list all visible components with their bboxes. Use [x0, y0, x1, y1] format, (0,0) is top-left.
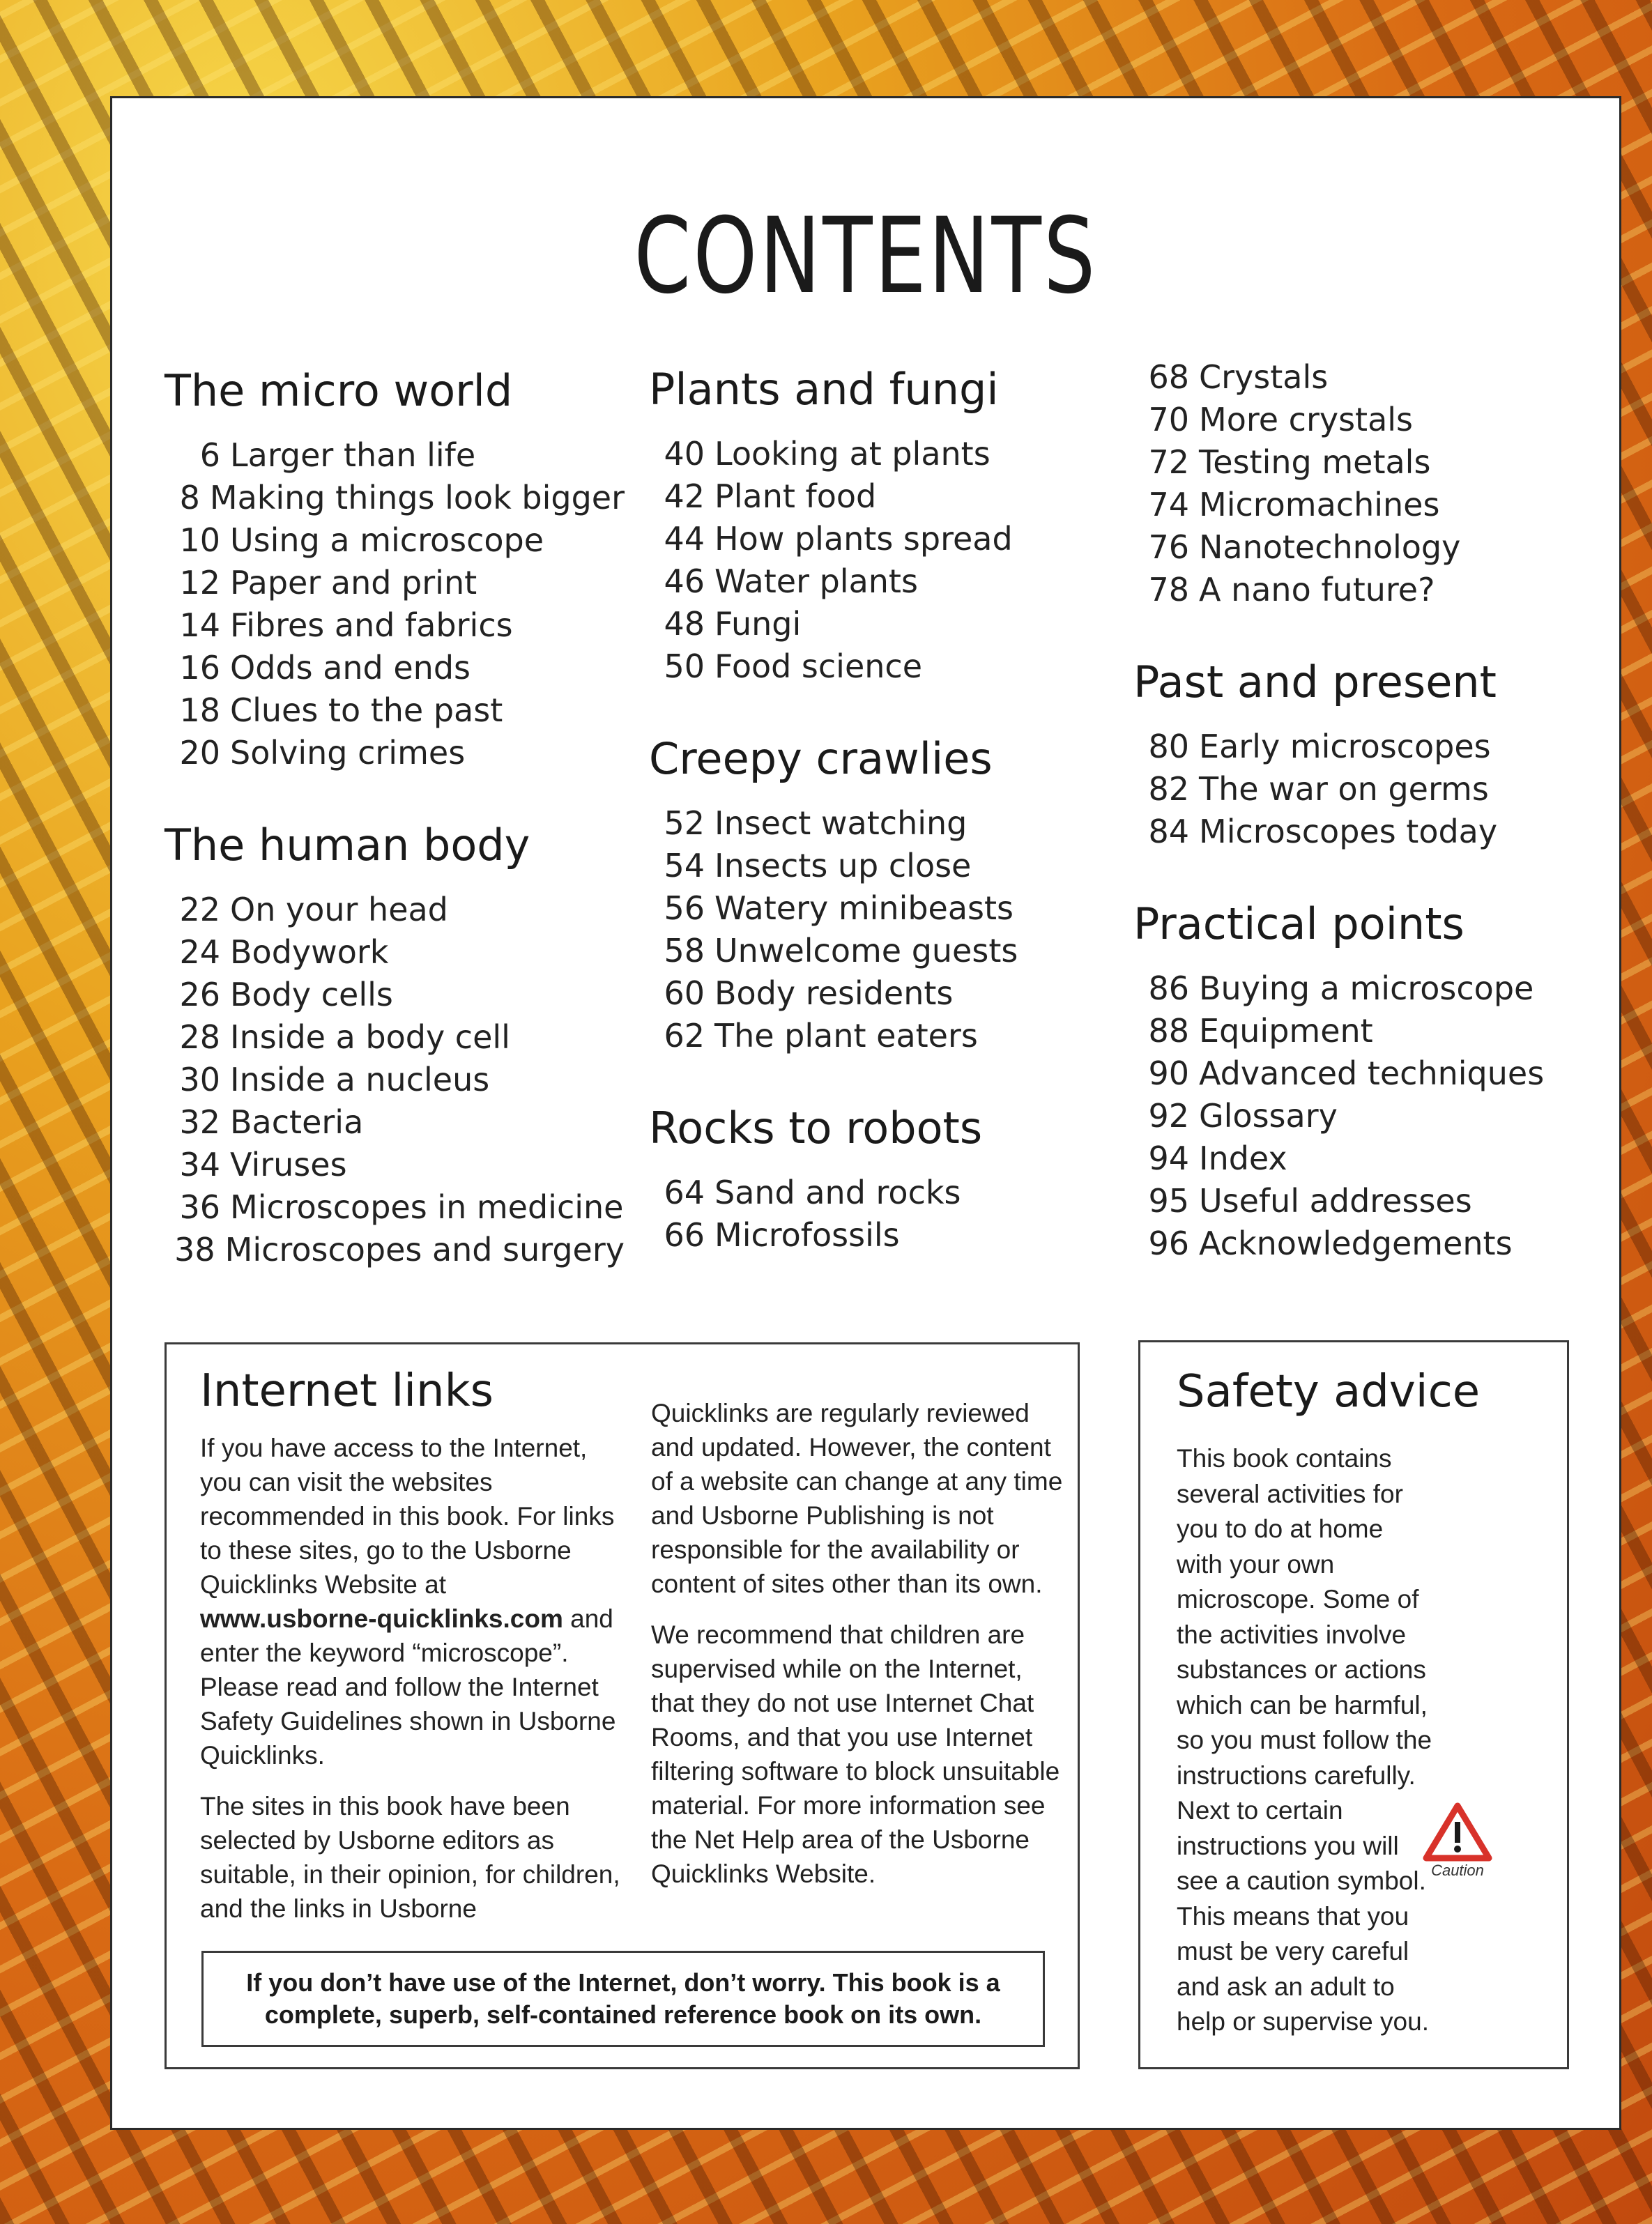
- contents-entry: [1133, 1222, 1593, 1265]
- entry-page-number: 28: [179, 1018, 220, 1056]
- entry-page-number: 36: [179, 1188, 220, 1226]
- entry-label: Advanced techniques: [1199, 1055, 1545, 1092]
- entry-label: Sand and rocks: [714, 1174, 961, 1211]
- entry-page-number: 22: [179, 891, 220, 928]
- entry-label: Bacteria: [230, 1103, 364, 1141]
- contents-entry: [165, 604, 625, 647]
- contents-entry: [1133, 441, 1593, 484]
- entry-page-number: 18: [179, 691, 220, 729]
- contents-entry: [165, 974, 625, 1016]
- entry-page-number: 62: [664, 1017, 705, 1055]
- entry-label: Looking at plants: [714, 435, 991, 473]
- contents-entry: [649, 1015, 1109, 1057]
- entry-label: Early microscopes: [1199, 728, 1491, 765]
- contents-entry: [1133, 726, 1593, 768]
- entry-page-number: 78: [1148, 571, 1189, 608]
- entry-page-number: 56: [664, 889, 705, 927]
- entry-page-number: 96: [1148, 1225, 1189, 1262]
- internet-paragraph-2: The sites in this book have been selected by Usborne editors as suitable, in their opinion, for children, and the links in Usborne: [200, 1792, 620, 1923]
- entry-page-number: 60: [664, 974, 705, 1012]
- contents-section: [1133, 896, 1593, 1265]
- contents-entry: [1133, 356, 1593, 399]
- entry-label: Making things look bigger: [209, 479, 625, 516]
- contents-entry: [165, 647, 625, 689]
- entry-page-number: 50: [664, 647, 705, 685]
- safety-advice-title: Safety advice: [1177, 1366, 1481, 1418]
- section-heading: Past and present: [1133, 657, 1497, 707]
- contents-entry: [649, 1172, 1109, 1214]
- contents-entry: [649, 603, 1109, 645]
- contents-entry: [649, 433, 1109, 475]
- contents-column-2: [649, 362, 1109, 1300]
- entry-page-number: 68: [1148, 358, 1189, 396]
- internet-links-right-text: [651, 1396, 1069, 1908]
- entry-page-number: 95: [1148, 1182, 1189, 1220]
- entry-label: More crystals: [1199, 401, 1414, 438]
- entry-page-number: 40: [664, 435, 705, 473]
- contents-entry: [165, 1186, 625, 1229]
- entry-page-number: 16: [179, 649, 220, 687]
- contents-entry: [1133, 967, 1593, 1010]
- entry-label: Microscopes in medicine: [230, 1188, 624, 1226]
- entry-label: How plants spread: [714, 520, 1013, 558]
- contents-section: [649, 731, 1109, 1057]
- contents-section: [649, 362, 1109, 688]
- section-heading: Plants and fungi: [649, 364, 999, 415]
- entry-label: Body cells: [230, 976, 393, 1013]
- offline-notice: If you don’t have use of the Internet, don’t worry. This book is a complete, superb, self-contained reference book on its own.: [201, 1951, 1045, 2047]
- contents-page: [110, 96, 1621, 2130]
- contents-entry: [1133, 1010, 1593, 1052]
- quicklinks-url-link[interactable]: www.usborne-quicklinks.com: [200, 1604, 563, 1633]
- section-heading: The micro world: [165, 365, 513, 416]
- entry-page-number: 32: [179, 1103, 220, 1141]
- contents-entry: [649, 972, 1109, 1015]
- entry-page-number: 92: [1148, 1097, 1189, 1135]
- contents-entry: [1133, 1180, 1593, 1222]
- contents-entry: [649, 845, 1109, 887]
- entry-label: Nanotechnology: [1199, 528, 1461, 566]
- entry-page-number: 72: [1148, 443, 1189, 481]
- contents-entry: [165, 519, 625, 562]
- entry-label: Using a microscope: [230, 521, 544, 559]
- safety-advice-box: [1138, 1340, 1569, 2069]
- entry-label: Body residents: [714, 974, 954, 1012]
- entry-page-number: 30: [179, 1061, 220, 1098]
- contents-entry: [649, 518, 1109, 560]
- contents-entry: [165, 562, 625, 604]
- entry-page-number: 42: [664, 477, 705, 515]
- contents-entry: [649, 930, 1109, 972]
- section-heading: Creepy crawlies: [649, 733, 993, 784]
- contents-column-1: [165, 363, 625, 1314]
- contents-entry: [165, 434, 625, 477]
- contents-section: [1133, 654, 1593, 853]
- contents-entry: [1133, 768, 1593, 811]
- entry-page-number: 34: [179, 1146, 220, 1183]
- contents-entry: [1133, 484, 1593, 526]
- entry-label: Unwelcome guests: [714, 932, 1018, 969]
- entry-page-number: 14: [179, 606, 220, 644]
- entry-page-number: 48: [664, 605, 705, 643]
- contents-entry: [649, 887, 1109, 930]
- entry-label: Paper and print: [230, 564, 477, 601]
- entry-label: Viruses: [230, 1146, 347, 1183]
- section-heading: Practical points: [1133, 898, 1464, 949]
- caution-label: Caution: [1431, 1862, 1484, 1879]
- entry-label: Plant food: [714, 477, 877, 515]
- contents-entry: [1133, 811, 1593, 853]
- entry-label: Equipment: [1199, 1012, 1373, 1050]
- entry-page-number: 86: [1148, 969, 1189, 1007]
- entry-label: Larger than life: [230, 436, 476, 474]
- contents-entry: [165, 1229, 625, 1271]
- internet-paragraph-3: Quicklinks are regularly reviewed and updated. However, the content of a website can change at any time and Usborne Publishing is not responsible for the availability or content of sites other than its own.: [651, 1399, 1063, 1598]
- entry-page-number: 24: [179, 933, 220, 971]
- contents-section: [165, 818, 625, 1271]
- internet-paragraph-1: [200, 1431, 625, 1772]
- entry-page-number: 46: [664, 562, 705, 600]
- contents-entry: [165, 1144, 625, 1186]
- entry-page-number: 38: [174, 1231, 215, 1268]
- entry-label: The war on germs: [1199, 770, 1489, 808]
- entry-label: Clues to the past: [230, 691, 503, 729]
- entry-page-number: 64: [664, 1174, 705, 1211]
- section-heading: Rocks to robots: [649, 1103, 983, 1153]
- entry-page-number: 52: [664, 804, 705, 842]
- entry-label: Inside a body cell: [230, 1018, 510, 1056]
- contents-section: [1133, 356, 1593, 611]
- entry-label: Inside a nucleus: [230, 1061, 490, 1098]
- entry-page-number: 80: [1148, 728, 1189, 765]
- entry-page-number: 12: [179, 564, 220, 601]
- contents-entry: [165, 889, 625, 931]
- safety-advice-text: This book contains several activities for you to do at home with your own microscope. Some of the activities involve substances or actions which can be harmful, so you must follow the instructions carefully. Next to certain instructions you will see a caution symbol. This means that you must be very careful and ask an adult to help or supervise you.: [1177, 1444, 1432, 2036]
- entry-label: Water plants: [714, 562, 918, 600]
- entry-page-number: 26: [179, 976, 220, 1013]
- entry-label: Index: [1199, 1140, 1287, 1177]
- entry-page-number: 6: [199, 436, 220, 474]
- contents-column-3: [1133, 356, 1593, 1308]
- entry-label: Acknowledgements: [1199, 1225, 1513, 1262]
- contents-entry: [165, 689, 625, 732]
- entry-label: Micromachines: [1199, 486, 1440, 523]
- entry-page-number: 8: [179, 479, 200, 516]
- contents-entry: [1133, 526, 1593, 569]
- entry-label: Watery minibeasts: [714, 889, 1014, 927]
- contents-entry: [165, 931, 625, 974]
- entry-page-number: 84: [1148, 813, 1189, 850]
- entry-page-number: 66: [664, 1216, 705, 1254]
- page-title: CONTENTS: [634, 196, 1098, 317]
- contents-entry: [165, 477, 625, 519]
- entry-label: Glossary: [1199, 1097, 1338, 1135]
- internet-paragraph-4: We recommend that children are supervised while on the Internet, that they do not use Internet Chat Rooms, and that you use Internet filtering software to block unsuitable material. For more information see the Net Help area of the Usborne Quicklinks Website.: [651, 1620, 1060, 1888]
- internet-links-title: Internet links: [200, 1365, 494, 1417]
- entry-page-number: 70: [1148, 401, 1189, 438]
- contents-entry: [1133, 1137, 1593, 1180]
- entry-label: The plant eaters: [714, 1017, 978, 1055]
- entry-page-number: 58: [664, 932, 705, 969]
- entry-label: Insect watching: [714, 804, 968, 842]
- entry-label: Testing metals: [1199, 443, 1431, 481]
- contents-entry: [1133, 1095, 1593, 1137]
- entry-label: Microfossils: [714, 1216, 900, 1254]
- contents-entry: [165, 1059, 625, 1101]
- entry-label: Microscopes today: [1199, 813, 1498, 850]
- contents-entry: [1133, 569, 1593, 611]
- contents-entry: [649, 475, 1109, 518]
- entry-page-number: 76: [1148, 528, 1189, 566]
- contents-entry: [649, 560, 1109, 603]
- entry-label: A nano future?: [1199, 571, 1435, 608]
- entry-label: Bodywork: [230, 933, 389, 971]
- entry-label: Useful addresses: [1199, 1182, 1472, 1220]
- entry-page-number: 82: [1148, 770, 1189, 808]
- internet-paragraph-1-start: If you have access to the Internet, you can visit the websites recommended in this book. For links to these sites, go to the Usborne Quicklinks Website at: [200, 1434, 615, 1599]
- section-heading: The human body: [165, 820, 530, 871]
- entry-page-number: 20: [179, 734, 220, 772]
- contents-entry: [649, 1214, 1109, 1257]
- caution-symbol: [1419, 1802, 1496, 1880]
- contents-entry: [649, 645, 1109, 688]
- entry-label: Insects up close: [714, 847, 972, 884]
- entry-label: Food science: [714, 647, 923, 685]
- entry-label: Odds and ends: [230, 649, 471, 687]
- internet-links-left-text: [200, 1431, 625, 1942]
- contents-entry: [1133, 399, 1593, 441]
- entry-page-number: 94: [1148, 1140, 1189, 1177]
- entry-label: Solving crimes: [230, 734, 466, 772]
- contents-entry: [1133, 1052, 1593, 1095]
- entry-page-number: 54: [664, 847, 705, 884]
- contents-section: [165, 363, 625, 774]
- contents-section: [649, 1101, 1109, 1257]
- contents-entry: [165, 1016, 625, 1059]
- internet-paragraph-1-end: and enter the keyword “microscope”. Please read and follow the Internet Safety Guidelines shown in Usborne Quicklinks.: [200, 1604, 616, 1770]
- entry-label: Fibres and fabrics: [230, 606, 513, 644]
- entry-label: Buying a microscope: [1199, 969, 1534, 1007]
- contents-entry: [649, 802, 1109, 845]
- contents-entry: [165, 732, 625, 774]
- entry-page-number: 74: [1148, 486, 1189, 523]
- entry-page-number: 90: [1148, 1055, 1189, 1092]
- entry-label: On your head: [230, 891, 448, 928]
- entry-label: Crystals: [1199, 358, 1329, 396]
- entry-page-number: 10: [179, 521, 220, 559]
- entry-label: Fungi: [714, 605, 802, 643]
- entry-page-number: 44: [664, 520, 705, 558]
- entry-page-number: 88: [1148, 1012, 1189, 1050]
- entry-label: Microscopes and surgery: [224, 1231, 625, 1268]
- caution-triangle-icon: [1423, 1802, 1492, 1862]
- contents-entry: [165, 1101, 625, 1144]
- internet-links-box: [165, 1342, 1080, 2069]
